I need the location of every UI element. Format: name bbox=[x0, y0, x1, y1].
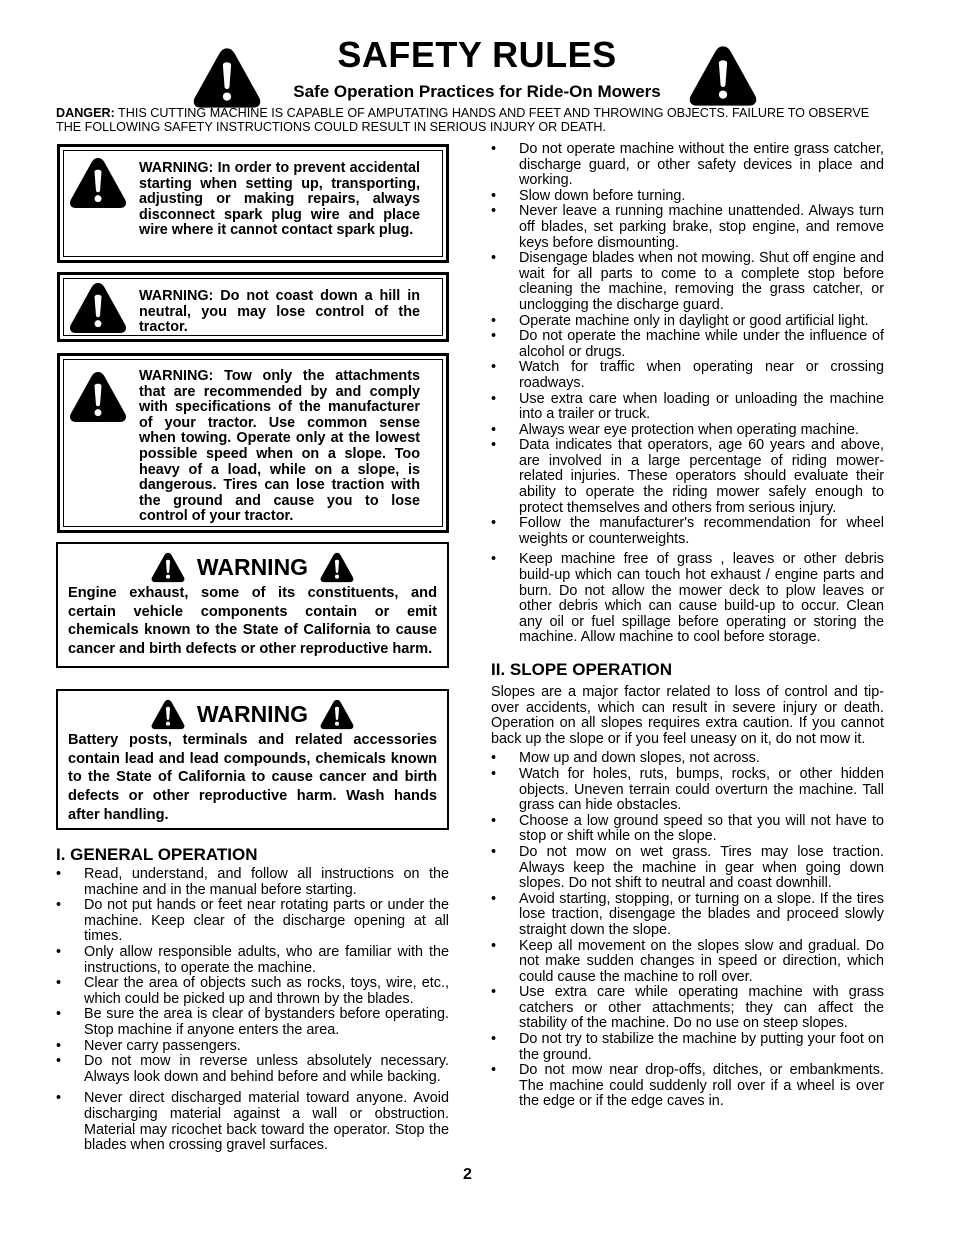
danger-text: THIS CUTTING MACHINE IS CAPABLE OF AMPUTATING HANDS AND FEET AND THROWING OBJECTS. FAILURE TO OBSERVE THE FOLLOWING SAFETY INSTRUCTIONS COULD RESULT IN SERIOUS INJURY OR DEATH. bbox=[56, 106, 870, 134]
list-item: • Read, understand, and follow all instructions on the machine and in the manual before starting. bbox=[56, 867, 449, 898]
list-item: • Never carry passengers. bbox=[56, 1039, 449, 1055]
warning-triangle-icon bbox=[688, 45, 758, 107]
section-heading: I. GENERAL OPERATION bbox=[56, 845, 258, 864]
warning-box-towing bbox=[57, 353, 449, 533]
list-item: • Mow up and down slopes, not across. bbox=[491, 751, 884, 767]
list-item: • Operate machine only in daylight or good artificial light. bbox=[491, 314, 884, 330]
warning-heading: WARNING bbox=[196, 701, 309, 727]
warning-box-coast bbox=[57, 272, 449, 342]
general-list-continued bbox=[491, 142, 884, 646]
warning-triangle-icon bbox=[151, 552, 185, 583]
list-item: • Watch for holes, ruts, bumps, rocks, or other hidden objects. Uneven terrain could overturn the machine. Tall grass can hide obstacles. bbox=[491, 767, 884, 814]
list-item: • Keep machine free of grass , leaves or other debris build-up which can touch hot exhaust / engine parts and burn. Do not allow the mower deck to plow leaves or other debris which can cause build-up to occur. Clean any oil or fuel spillage before operating or storing the machine. Allow machine to cool before storage. bbox=[491, 552, 884, 646]
warning-triangle-icon bbox=[320, 699, 354, 730]
warning-triangle-icon bbox=[69, 156, 127, 210]
list-item: • Clear the area of objects such as rocks, toys, wire, etc., which could be picked up and thrown by the blades. bbox=[56, 976, 449, 1007]
list-item: • Follow the manufacturer's recommendation for wheel weights or counterweights. bbox=[491, 516, 884, 547]
list-item: • Do not try to stabilize the machine by putting your foot on the ground. bbox=[491, 1032, 884, 1063]
list-item: • Be sure the area is clear of bystanders before operating. Stop machine if anyone enters the area. bbox=[56, 1007, 449, 1038]
slope-intro: Slopes are a major factor related to loss of control and tip-over accidents, which can result in severe injury or death. Operation on all slopes requires extra caution. If you cannot back up the slope or if you feel uneasy on it, do not mow it. bbox=[491, 684, 884, 747]
warning-text: WARNING: Do not coast down a hill in neutral, you may lose control of the tractor. bbox=[139, 288, 420, 336]
general-list bbox=[56, 867, 449, 1154]
warning-triangle-icon bbox=[151, 699, 185, 730]
danger-notice bbox=[56, 106, 886, 134]
warning-heading: WARNING bbox=[196, 554, 309, 580]
list-item: • Do not mow near drop-offs, ditches, or embankments. The machine could suddenly roll over if a wheel is over the edge or if the edge caves in. bbox=[491, 1063, 884, 1110]
warning-triangle-icon bbox=[69, 370, 127, 424]
list-item: • Always wear eye protection when operating machine. bbox=[491, 423, 884, 439]
right-column bbox=[491, 142, 884, 1110]
list-item: • Do not operate the machine while under the influence of alcohol or drugs. bbox=[491, 329, 884, 360]
list-item: • Do not mow on wet grass. Tires may lose traction. Always keep the machine in gear when going down slopes. Do not shift to neutral and coast downhill. bbox=[491, 845, 884, 892]
warning-triangle-icon bbox=[320, 552, 354, 583]
list-item: • Keep all movement on the slopes slow and gradual. Do not make sudden changes in speed or direction, which could cause the machine to roll over. bbox=[491, 939, 884, 986]
list-item: • Avoid starting, stopping, or turning on a slope. If the tires lose traction, disengage the blades and proceed slowly straight down the slope. bbox=[491, 892, 884, 939]
page-number: 2 bbox=[463, 1166, 472, 1183]
warning-text: WARNING: Tow only the attachments that are recommended by and comply with specifications of the manufacturer of your tractor. Use common sense when towing. Operate only at the lowest possible speed when on a slope. Too heavy of a load, while on a slope, is dangerous. Tires can lose traction with the ground and cause you to lose control of your tractor. bbox=[139, 368, 420, 525]
warning-text: WARNING: In order to prevent accidental starting when setting up, transporting, adjusting or making repairs, always disconnect spark plug wire and place wire where it cannot contact spark plug. bbox=[139, 160, 420, 239]
list-item: • Do not operate machine without the entire grass catcher, discharge guard, or other safety devices in place and working. bbox=[491, 142, 884, 189]
list-item: • Only allow responsible adults, who are familiar with the instructions, to operate the machine. bbox=[56, 945, 449, 976]
page-subtitle: Safe Operation Practices for Ride-On Mowers bbox=[293, 82, 661, 101]
list-item: • Never leave a running machine unattended. Always turn off blades, set parking brake, stop engine, and remove keys before dismounting. bbox=[491, 204, 884, 251]
warning-text: Engine exhaust, some of its constituents, and certain vehicle components contain or emit chemicals known to the State of California to cause cancer and birth defects or other reproductive harm. bbox=[68, 585, 437, 658]
warning-text: Battery posts, terminals and related accessories contain lead and lead compounds, chemicals known to the State of California to cause cancer and birth defects or other reproductive harm. Wash hands after handling. bbox=[68, 732, 437, 823]
list-item: • Disengage blades when not mowing. Shut off engine and wait for all parts to come to a complete stop before cleaning the machine, removing the grass catcher, or unclogging the discharge guard. bbox=[491, 251, 884, 313]
list-item: • Slow down before turning. bbox=[491, 189, 884, 205]
warning-box-spark-plug bbox=[57, 144, 449, 263]
section-heading: II. SLOPE OPERATION bbox=[491, 660, 673, 679]
page-title: SAFETY RULES bbox=[337, 34, 617, 75]
list-item: • Do not put hands or feet near rotating parts or under the machine. Keep clear of the discharge opening at all times. bbox=[56, 898, 449, 945]
general-operation-section bbox=[56, 845, 449, 1154]
slope-list bbox=[491, 751, 884, 1110]
list-item: • Data indicates that operators, age 60 years and above, are involved in a large percentage of riding mower-related injuries. These operators should evaluate their ability to operate the riding mower safely enough to protect themselves and others from serious injury. bbox=[491, 438, 884, 516]
list-item: • Never direct discharged material toward anyone. Avoid discharging material against a wall or obstruction. Material may ricochet back toward the operator. Stop the blades when crossing gravel surfaces. bbox=[56, 1091, 449, 1153]
prop65-warning-battery bbox=[56, 689, 449, 830]
danger-label: DANGER: bbox=[56, 106, 115, 120]
prop65-warning-exhaust bbox=[56, 542, 449, 668]
list-item: • Choose a low ground speed so that you will not have to stop or shift while on the slope. bbox=[491, 814, 884, 845]
list-item: • Use extra care while operating machine with grass catchers or other attachments; they can affect the stability of the machine. Do no use on steep slopes. bbox=[491, 985, 884, 1032]
list-item: • Use extra care when loading or unloading the machine into a trailer or truck. bbox=[491, 392, 884, 423]
list-item: • Watch for traffic when operating near or crossing roadways. bbox=[491, 360, 884, 391]
list-item: • Do not mow in reverse unless absolutely necessary. Always look down and behind before and while backing. bbox=[56, 1054, 449, 1085]
warning-triangle-icon bbox=[69, 281, 127, 335]
